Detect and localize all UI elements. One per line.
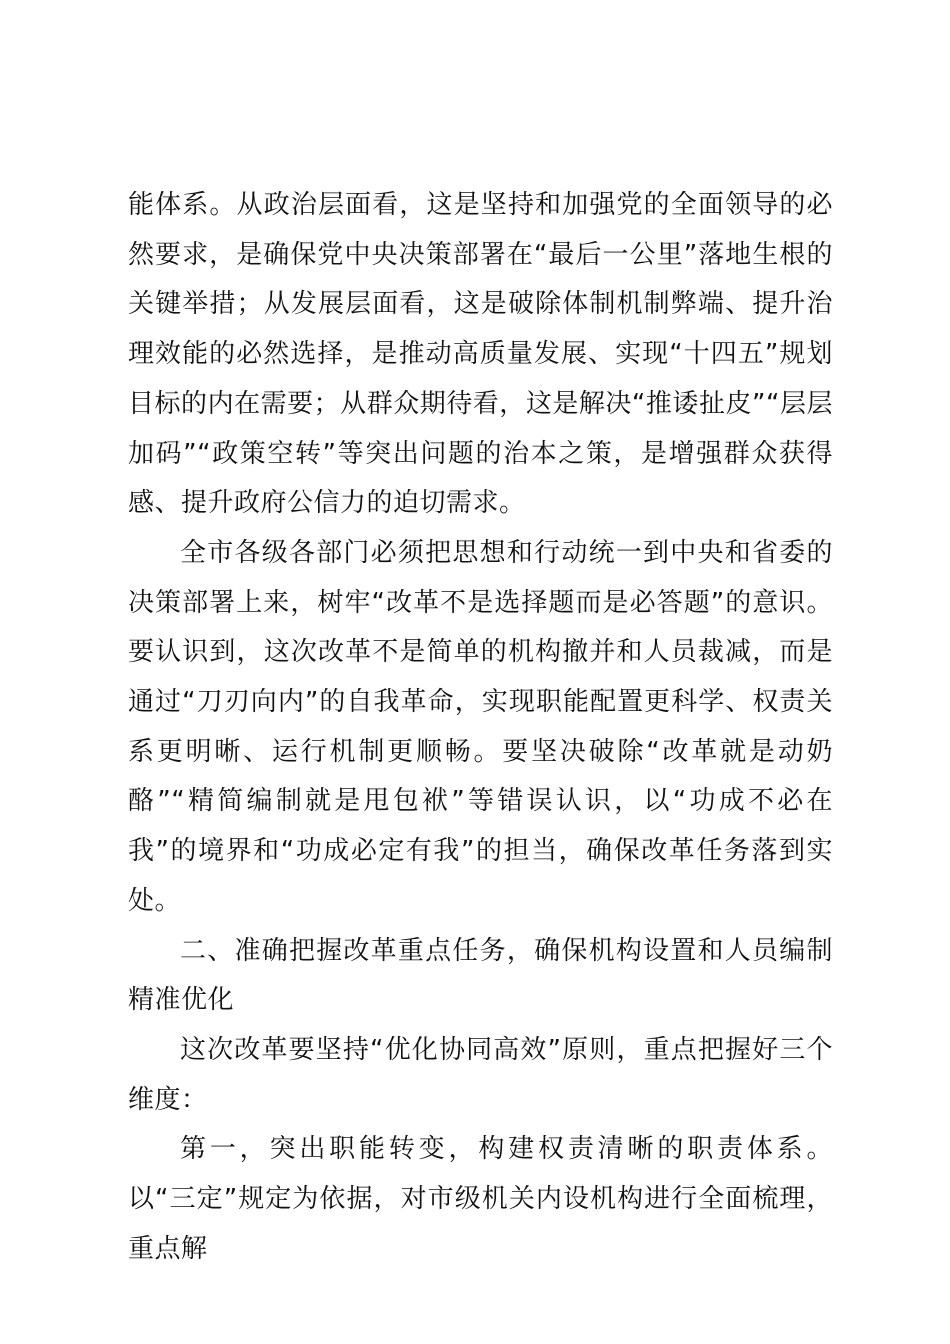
paragraph-3: 这次改革要坚持“优化协同高效”原则，重点把握好三个维度： <box>128 1034 833 1115</box>
paragraph-1: 能体系。从政治层面看，这是坚持和加强党的全面领导的必然要求，是确保党中央决策部署在“最后一公里”落地生根的关键举措；从发展层面看，这是破除体制机制弊端、提升治理效能的必然选择，是推动高质量发展、实现“十四五”规划目标的内在需要；从群众期待看，这是解决“推诿扯皮”“层层加码”“政策空转”等突出问题的治本之策，是增强群众获得感、提升政府公信力的迫切需求。 <box>128 190 833 519</box>
document-body <box>128 181 833 1274</box>
paragraph-2: 全市各级各部门必须把思想和行动统一到中央和省委的决策部署上来，树牢“改革不是选择题而是必答题”的意识。要认识到，这次改革不是简单的机构撤并和人员裁减，而是通过“刀刃向内”的自我革命，实现职能配置更科学、权责关系更明晰、运行机制更顺畅。要坚决破除“改革就是动奶酪”“精简编制就是甩包袱”等错误认识，以“功成不必在我”的境界和“功成必定有我”的担当，确保改革任务落到实处。 <box>128 537 833 916</box>
paragraph-4: 第一，突出职能转变，构建权责清晰的职责体系。 以“三定”规定为依据，对市级机关内设机构进行全面梳理，重点解 <box>128 1134 833 1264</box>
section-heading: 二、准确把握改革重点任务，确保机构设置和人员编制精准优化 <box>128 935 833 1016</box>
